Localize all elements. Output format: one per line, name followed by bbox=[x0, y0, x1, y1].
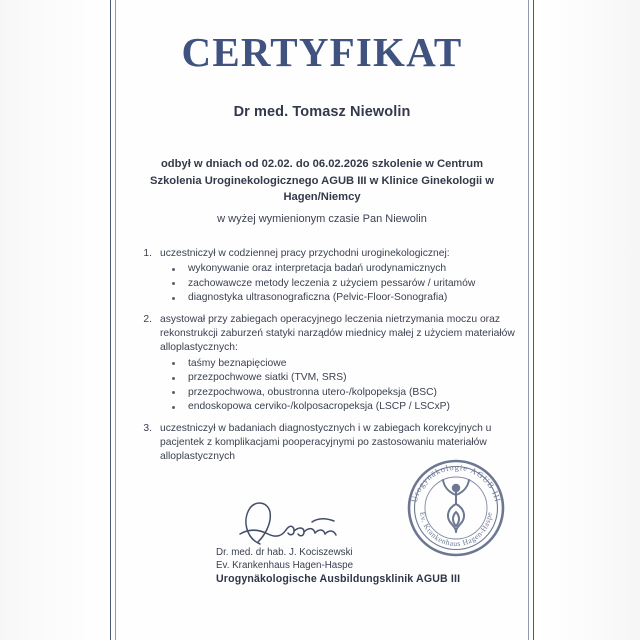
frame-border-right-inner bbox=[528, 0, 529, 640]
sub-bullet-text: zachowawcze metody leczenia z użyciem pessarów / uritamów bbox=[188, 277, 476, 289]
list-item bbox=[128, 313, 520, 415]
list-item-number: 3. bbox=[143, 422, 152, 434]
course-description-paragraph: odbył w dniach od 02.02. do 06.02.2026 szkolenie w Centrum Szkolenia Uroginekologicznego AGUB III w Klinice Ginekologii w Hagen/Niemcy bbox=[150, 158, 494, 203]
frame-border-left-inner bbox=[115, 0, 116, 640]
signatory-institution: Ev. Krankenhaus Hagen-Haspe bbox=[216, 560, 354, 571]
sub-bullet-text: wykonywanie oraz interpretacja badań urodynamicznych bbox=[188, 263, 447, 275]
scan-margin-right bbox=[536, 0, 640, 640]
sub-bullet-text: taśmy beznapięciowe bbox=[188, 357, 287, 369]
frame-border-left-outer bbox=[110, 0, 111, 640]
list-item-text: asystował przy zabiegach operacyjnego leczenia nietrzymania moczu oraz rekonstrukcji zaburzeń statyki narządów miednicy małej z użyciem materiałów alloplastycznych: bbox=[160, 313, 515, 354]
sub-bullet-list bbox=[128, 262, 520, 306]
sub-bullet bbox=[170, 400, 520, 415]
bullet-dot-icon bbox=[172, 282, 175, 285]
list-item-number: 1. bbox=[143, 248, 152, 259]
activities-list bbox=[128, 247, 520, 472]
period-statement: w wyżej wymienionym czasie Pan Niewolin bbox=[217, 213, 427, 225]
bullet-dot-icon bbox=[172, 391, 175, 394]
sub-bullet bbox=[170, 386, 520, 401]
sub-bullet bbox=[170, 277, 520, 292]
list-item bbox=[128, 247, 520, 306]
certificate-title: CERTYFIKAT bbox=[181, 29, 463, 75]
sub-bullet bbox=[170, 291, 520, 306]
bullet-dot-icon bbox=[172, 268, 175, 271]
sub-bullet-list bbox=[128, 357, 520, 415]
bullet-dot-icon bbox=[172, 406, 175, 409]
signatory-name: Dr. med. dr hab. J. Kociszewski bbox=[216, 547, 353, 558]
sub-bullet bbox=[170, 262, 520, 277]
signatory-clinic: Urogynäkologische Ausbildungsklinik AGUB III bbox=[216, 573, 461, 585]
sub-bullet-text: diagnostyka ultrasonograficzna (Pelvic-Floor-Sonografia) bbox=[188, 292, 448, 304]
recipient-name: Dr med. Tomasz Niewolin bbox=[233, 104, 411, 120]
sub-bullet-text: przezpochwowa, obustronna utero-/kolpopeksja (BSC) bbox=[188, 386, 437, 398]
list-item-text: uczestniczył w codziennej pracy przychodni uroginekologicznej: bbox=[160, 248, 450, 259]
bullet-dot-icon bbox=[172, 362, 175, 365]
list-item-text: uczestniczył w badaniach diagnostycznych i w zabiegach korekcyjnych u pacjentek z komplikacjami pooperacyjnymi po zastosowaniu materiałów alloplastycznych bbox=[160, 422, 492, 463]
frame-border-right-outer bbox=[533, 0, 534, 640]
seal-top-arc-text: Urogynäkologie AGUB III bbox=[409, 462, 503, 504]
certificate-content bbox=[118, 0, 526, 640]
bullet-dot-icon bbox=[172, 297, 175, 300]
sub-bullet-text: przezpochwowe siatki (TVM, SRS) bbox=[188, 372, 347, 384]
list-item-number: 2. bbox=[143, 313, 152, 325]
sub-bullet bbox=[170, 357, 520, 372]
sub-bullet-text: endoskopowa cerviko-/kolposacropeksja (LSCP / LSCxP) bbox=[188, 401, 450, 413]
seal-bottom-arc-text: Ev. Krankenhaus Hagen-Haspe bbox=[417, 511, 494, 549]
sub-bullet bbox=[170, 371, 520, 386]
scan-margin-left bbox=[0, 0, 112, 640]
bullet-dot-icon bbox=[172, 377, 175, 380]
signature-block bbox=[216, 546, 536, 587]
